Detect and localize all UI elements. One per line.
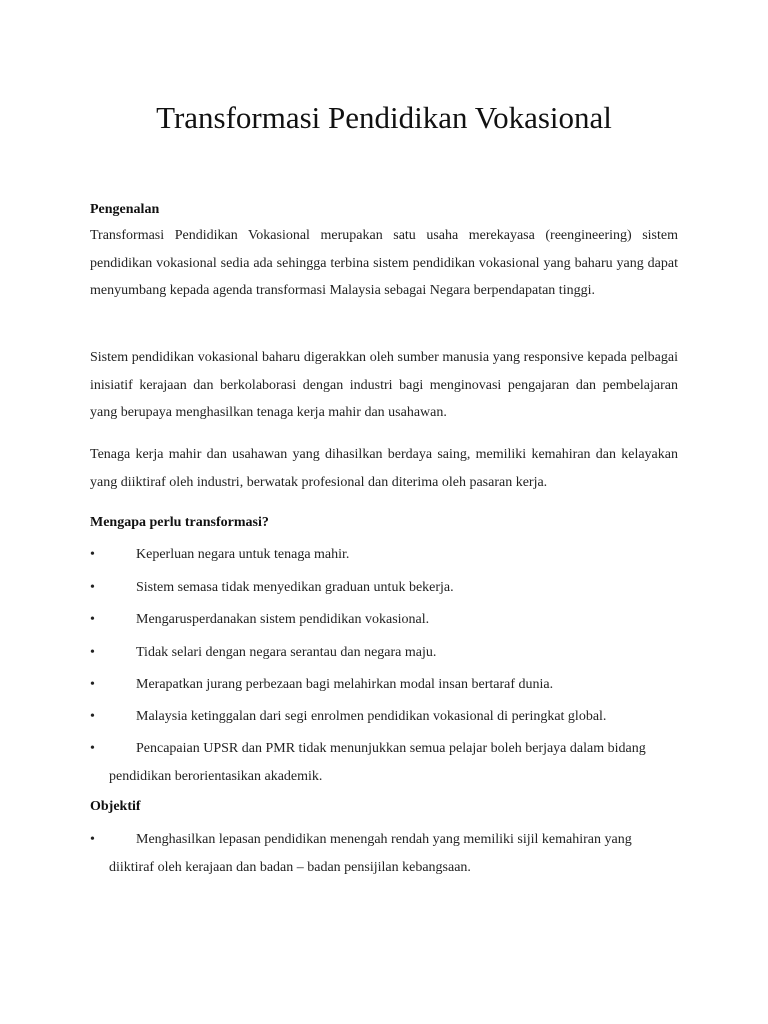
list-item: • Keperluan negara untuk tenaga mahir. xyxy=(90,541,650,569)
list-item: • Menghasilkan lepasan pendidikan menengah rendah yang memiliki sijil kemahiran yang diiktiraf oleh kerajaan dan badan – badan pensijilan kebangsaan. xyxy=(90,826,650,882)
section-heading-why: Mengapa perlu transformasi? xyxy=(90,515,269,530)
bullet-icon: • xyxy=(90,645,95,660)
list-item: • Malaysia ketinggalan dari segi enrolmen pendidikan vokasional di peringkat global. xyxy=(90,703,650,731)
bullet-icon: • xyxy=(90,741,95,756)
paragraph: Sistem pendidikan vokasional baharu digerakkan oleh sumber manusia yang responsive kepada pelbagai inisiatif kerajaan dan berkolaborasi dengan industri bagi menginovasi pengajaran dan pembelajaran yang berupaya menghasilkan tenaga kerja mahir dan usahawan. xyxy=(90,350,678,421)
list-item: • Sistem semasa tidak menyedikan graduan untuk bekerja. xyxy=(90,574,650,602)
bullet-icon: • xyxy=(90,612,95,627)
paragraph: Tenaga kerja mahir dan usahawan yang dihasilkan berdaya saing, memiliki kemahiran dan kelayakan yang diiktiraf oleh industri, berwatak profesional dan diterima oleh pasaran kerja. xyxy=(90,447,678,490)
section-heading-intro: Pengenalan xyxy=(90,202,160,217)
list-item: • Mengarusperdanakan sistem pendidikan vokasional. xyxy=(90,606,650,634)
bullet-icon: • xyxy=(90,580,95,595)
list-item: • Tidak selari dengan negara serantau dan negara maju. xyxy=(90,639,650,667)
bullet-icon: • xyxy=(90,677,95,692)
list-item: • Merapatkan jurang perbezaan bagi melahirkan modal insan bertaraf dunia. xyxy=(90,671,650,699)
list-item: • Pencapaian UPSR dan PMR tidak menunjukkan semua pelajar boleh berjaya dalam bidang pendidikan berorientasikan akademik. xyxy=(90,735,650,791)
bullet-icon: • xyxy=(90,547,95,562)
document-title: Transformasi Pendidikan Vokasional xyxy=(156,100,612,135)
section-heading-objective: Objektif xyxy=(90,799,141,814)
paragraph: Transformasi Pendidikan Vokasional merupakan satu usaha merekayasa (reengineering) sistem pendidikan vokasional sedia ada sehingga terbina sistem pendidikan vokasional yang baharu yang dapat menyumbang kepada agenda transformasi Malaysia sebagai Negara berpendapatan tinggi. xyxy=(90,228,678,299)
bullet-icon: • xyxy=(90,709,95,724)
bullet-icon: • xyxy=(90,832,95,847)
